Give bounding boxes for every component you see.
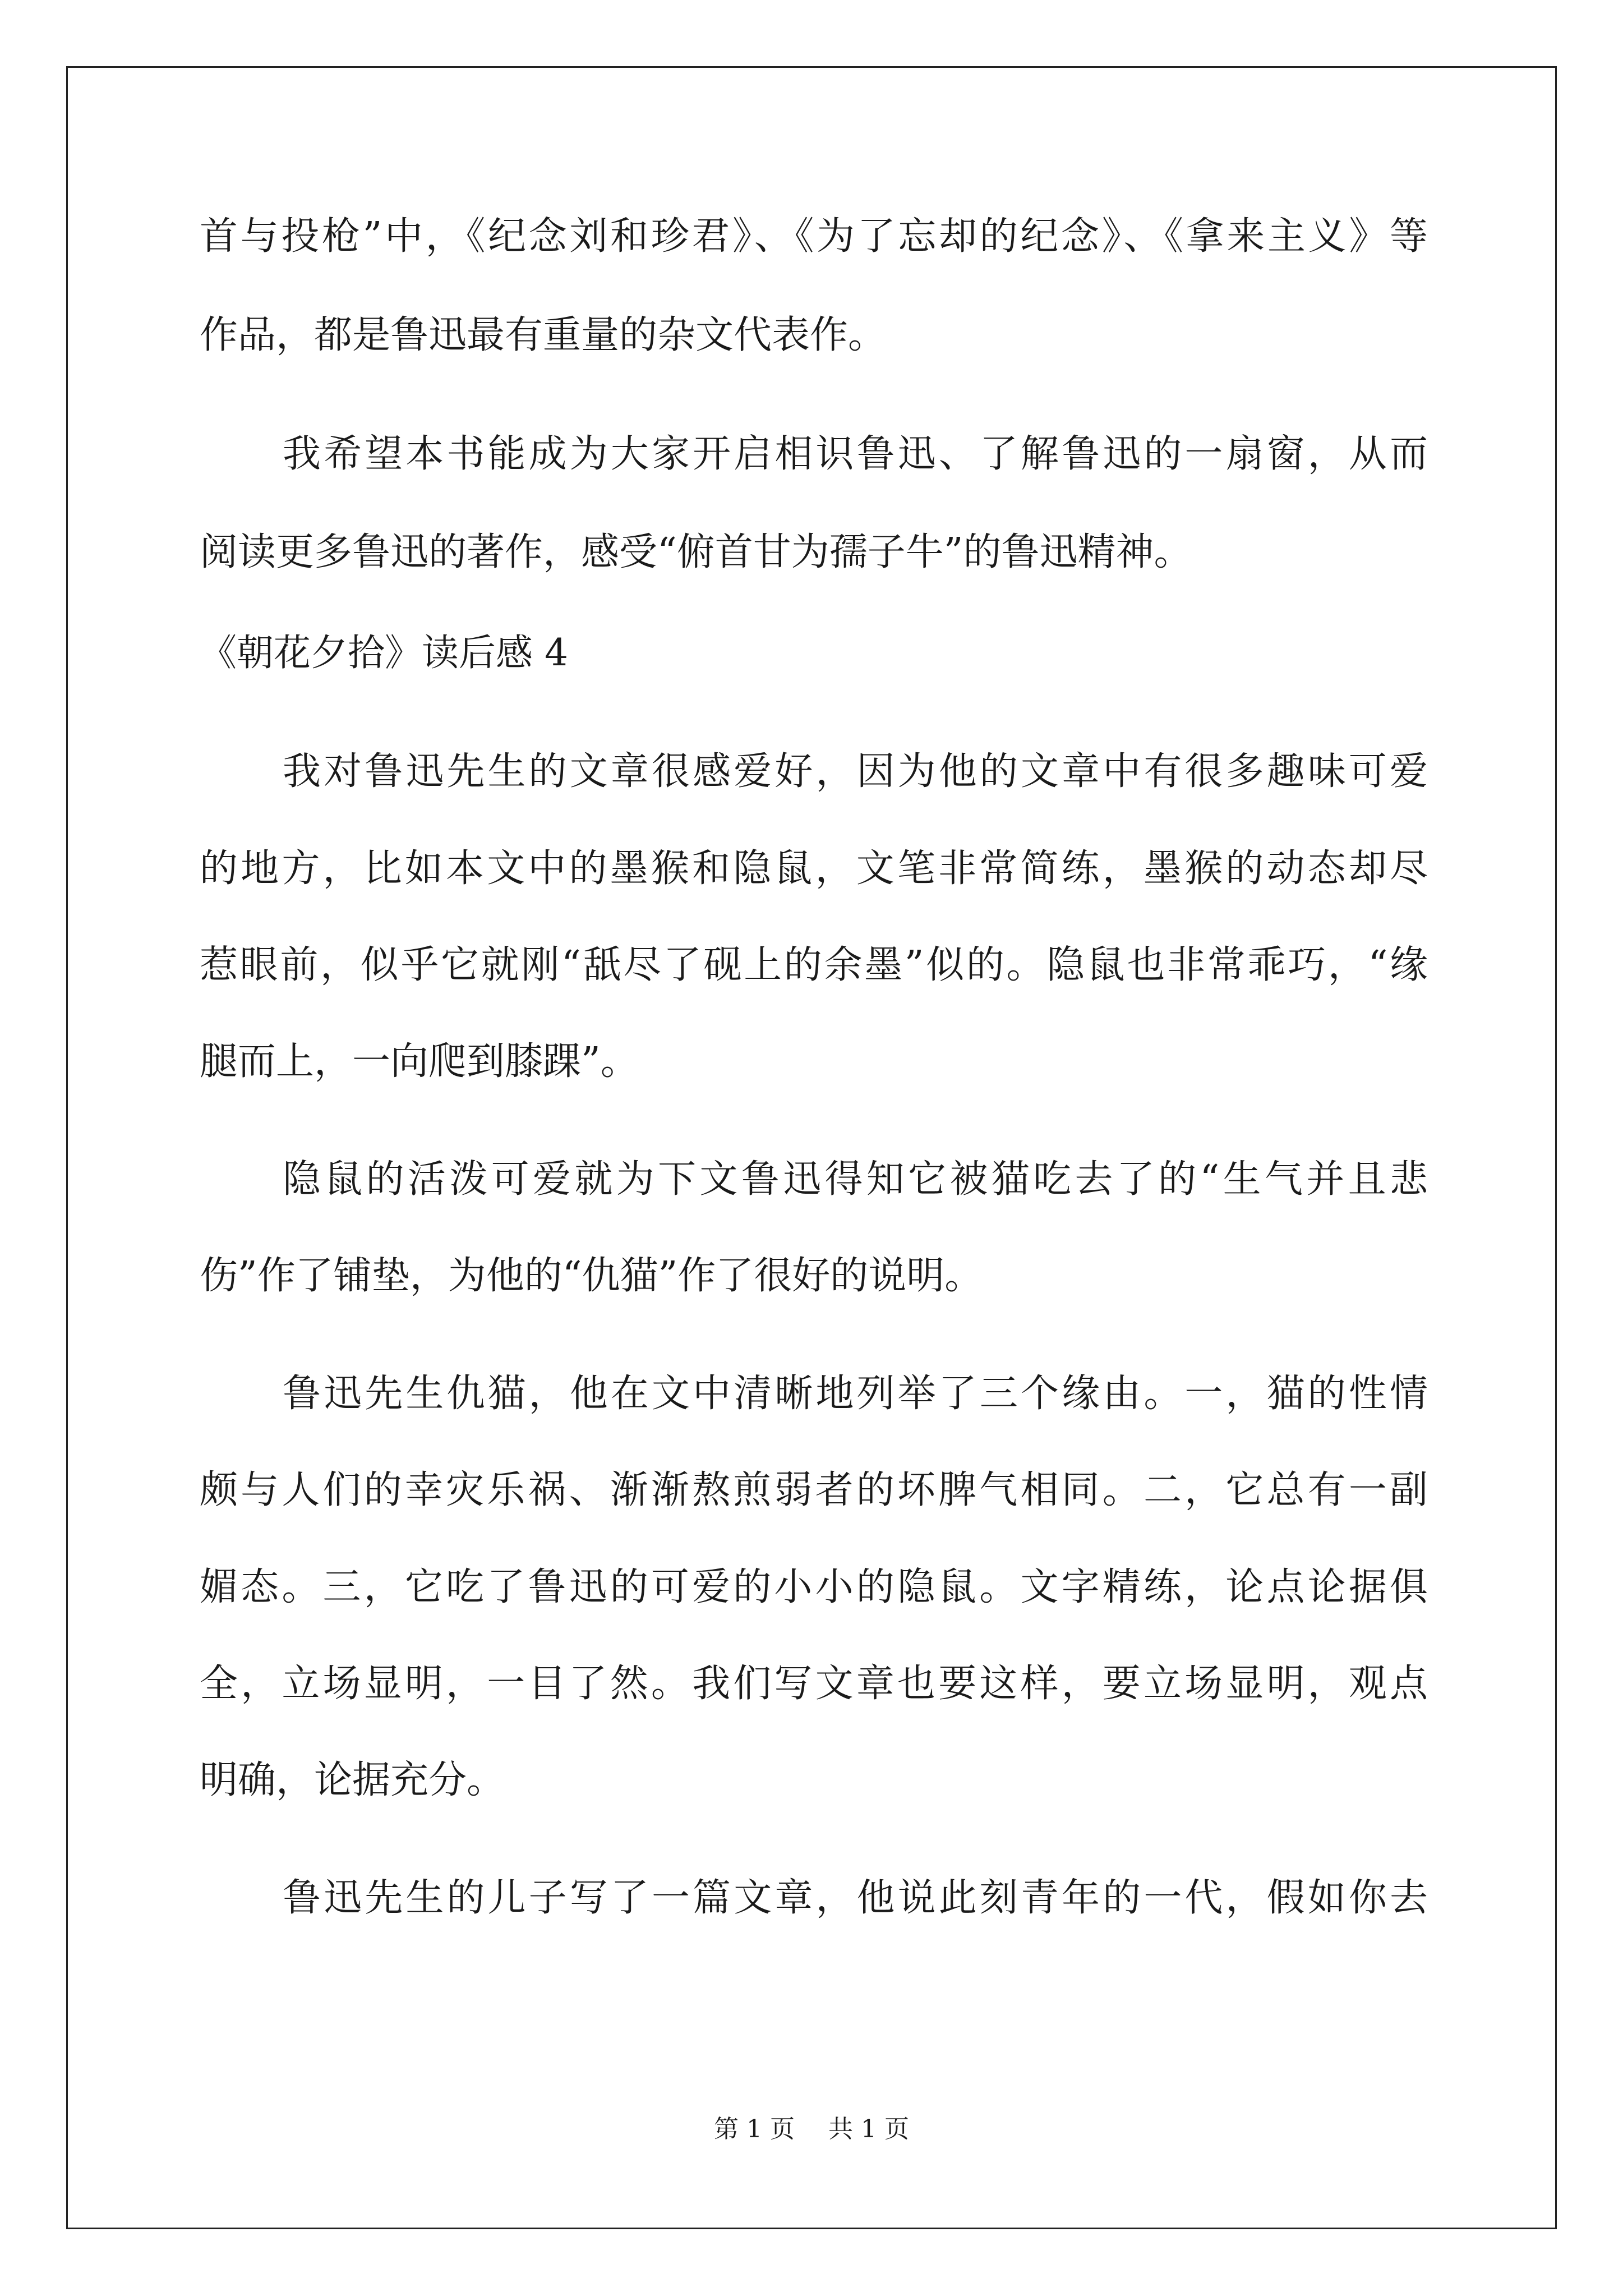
body-line: 惹眼前，似乎它就刚“舐尽了砚上的余墨”似的。隐鼠也非常乖巧，“缘 [200, 943, 1428, 987]
body-line: 作品，都是鲁迅最有重量的杂文代表作。 [200, 313, 887, 357]
paragraph-first-line: 隐鼠的活泼可爱就为下文鲁迅得知它被猫吃去了的“生气并且悲 [283, 1157, 1428, 1202]
body-line: 腿而上，一向爬到膝踝”。 [200, 1039, 639, 1084]
page-number: 第 1 页 [714, 2115, 795, 2143]
body-line: 全，立场显明，一目了然。我们写文章也要这样，要立场显明，观点 [200, 1662, 1428, 1706]
paragraph-first-line: 鲁迅先生仇猫，他在文中清晰地列举了三个缘由。一，猫的性情 [283, 1372, 1428, 1416]
paragraph-first-line: 鲁迅先生的儿子写了一篇文章，他说此刻青年的一代，假如你去 [283, 1876, 1428, 1920]
paragraph-first-line: 我希望本书能成为大家开启相识鲁迅、了解鲁迅的一扇窗，从而 [283, 432, 1428, 476]
section-heading: 《朝花夕拾》读后感 4 [200, 631, 568, 674]
page-footer [0, 2113, 1623, 2146]
body-line: 的地方，比如本文中的墨猴和隐鼠，文笔非常简练，墨猴的动态却尽 [200, 846, 1428, 891]
body-line: 首与投枪”中，《纪念刘和珍君》、《为了忘却的纪念》、《拿来主义》等 [200, 214, 1428, 259]
body-line: 伤”作了铺垫，为他的“仇猫”作了很好的说明。 [200, 1254, 983, 1298]
body-line: 媚态。三，它吃了鲁迅的可爱的小小的隐鼠。文字精练，论点论据俱 [200, 1565, 1428, 1609]
body-line: 明确，论据充分。 [200, 1758, 505, 1802]
body-line: 颇与人们的幸灾乐祸、渐渐熬煎弱者的坏脾气相同。二，它总有一副 [200, 1468, 1428, 1512]
paragraph-first-line: 我对鲁迅先生的文章很感爱好，因为他的文章中有很多趣味可爱 [283, 749, 1428, 794]
page-total: 共 1 页 [828, 2115, 909, 2143]
body-line: 阅读更多鲁迅的著作，感受“俯首甘为孺子牛”的鲁迅精神。 [200, 530, 1192, 574]
